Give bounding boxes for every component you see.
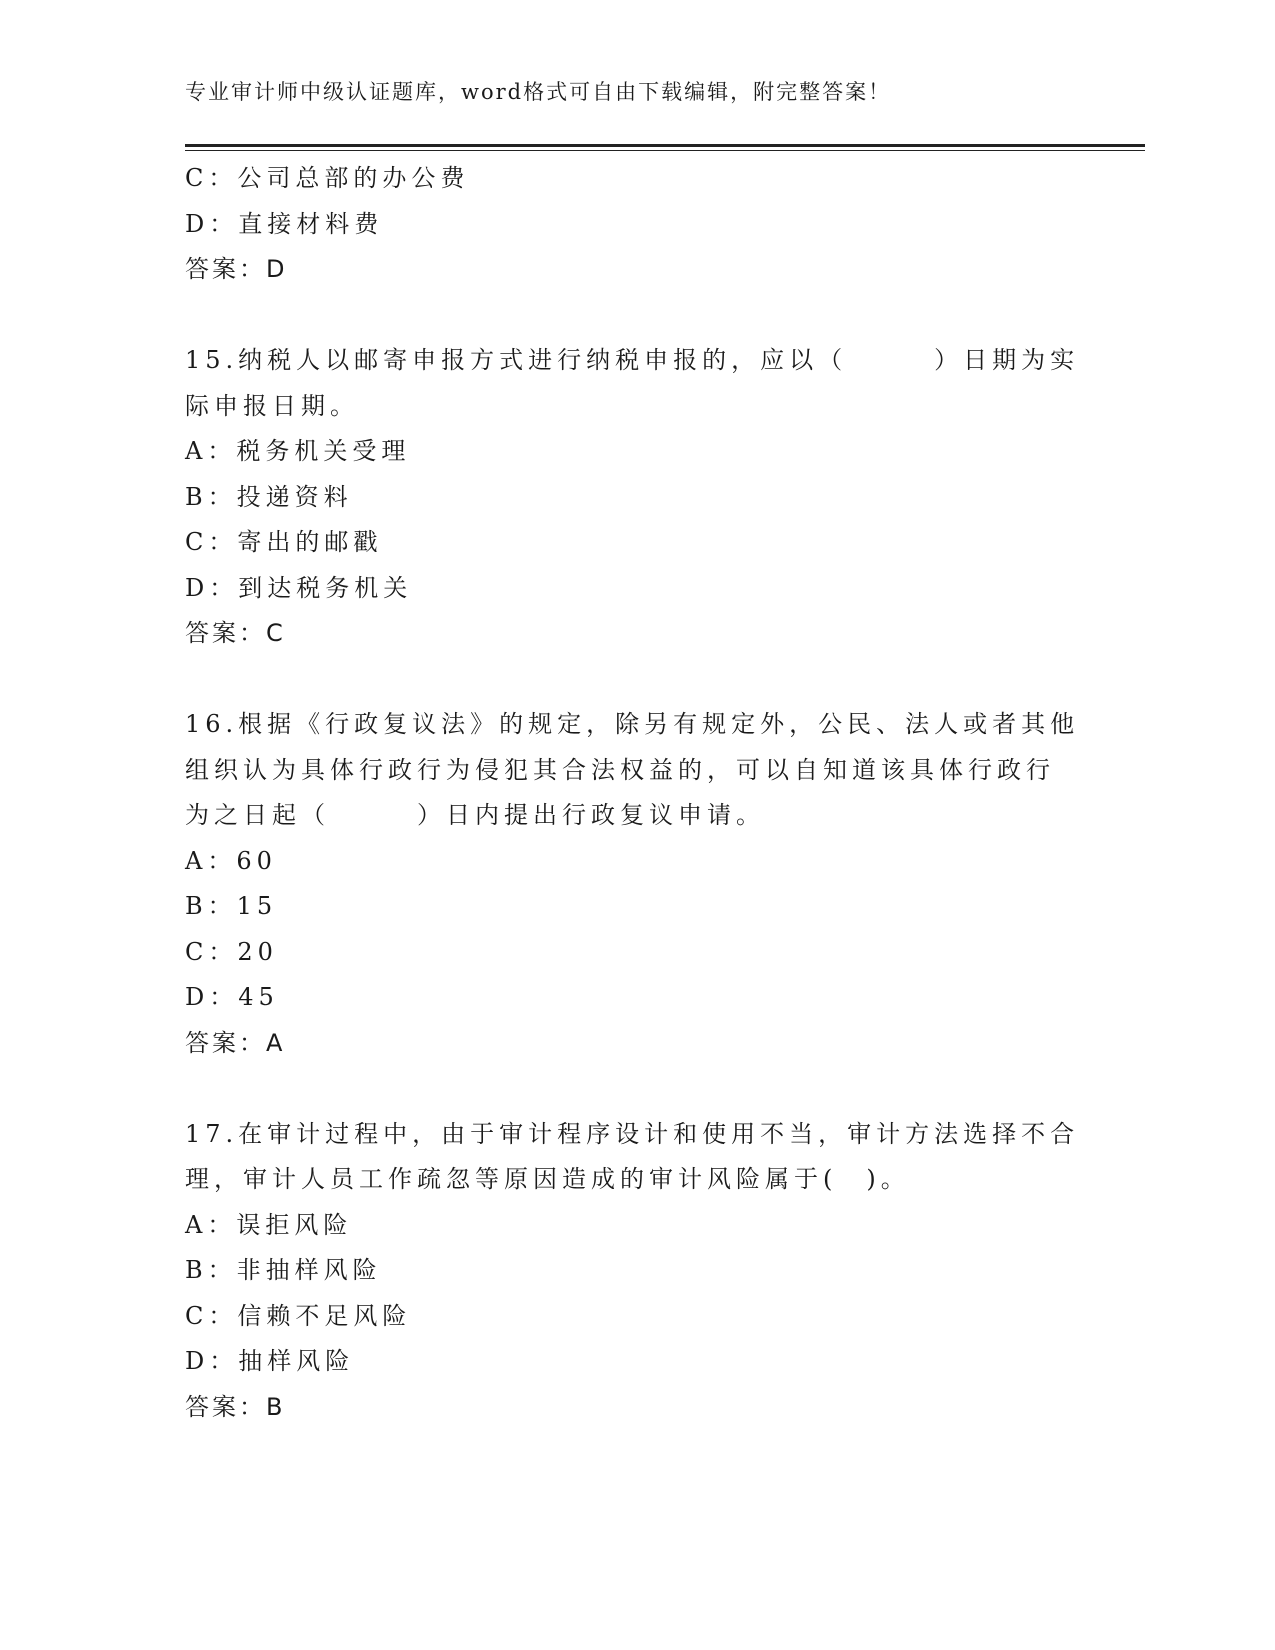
option-d: D：直接材料费 [185, 209, 384, 238]
option-d: D：45 [185, 983, 279, 1011]
option-c: C：信赖不足风险 [185, 1301, 412, 1330]
answer: 答案：D [185, 255, 288, 283]
header-rule [185, 144, 1145, 151]
question-14-tail [185, 156, 1065, 293]
option-a: A：误拒风险 [185, 1210, 353, 1239]
option-b: B：15 [185, 892, 278, 920]
question-text-line: 17.在审计过程中，由于审计程序设计和使用不当，审计方法选择不合 [185, 1119, 1080, 1148]
question-text-line: 际申报日期。 [185, 391, 359, 420]
spacer [185, 293, 1065, 339]
answer: 答案：A [185, 1028, 286, 1057]
question-text-line: 16.根据《行政复议法》的规定，除另有规定外，公民、法人或者其他 [185, 710, 1080, 738]
option-a: A：60 [185, 846, 277, 875]
option-c: C：公司总部的办公费 [185, 164, 470, 192]
option-d: D：抽样风险 [185, 1347, 355, 1375]
option-b: B：非抽样风险 [185, 1256, 382, 1284]
question-text-line: 15.纳税人以邮寄申报方式进行纳税申报的，应以（ ）日期为实 [185, 346, 1080, 374]
question-text-line: 为之日起（ ）日内提出行政复议申请。 [185, 801, 765, 829]
page-header: 专业审计师中级认证题库，word格式可自由下载编辑，附完整答案！ [185, 80, 892, 104]
option-a: A：税务机关受理 [185, 437, 411, 465]
option-c: C：20 [185, 937, 278, 966]
answer: 答案：C [185, 619, 286, 647]
question-16 [185, 702, 1080, 1066]
option-b: B：投递资料 [185, 482, 353, 511]
question-text-line: 组织认为具体行政行为侵犯其合法权益的，可以自知道该具体行政行 [185, 755, 1055, 784]
question-15 [185, 338, 1080, 657]
answer: 答案：B [185, 1392, 286, 1421]
question-17 [185, 1112, 1080, 1431]
spacer [185, 657, 1065, 703]
question-text-line: 理，审计人员工作疏忽等原因造成的审计风险属于( )。 [185, 1165, 910, 1193]
question-list [185, 156, 1080, 1430]
option-d: D：到达税务机关 [185, 573, 413, 602]
option-c: C：寄出的邮戳 [185, 528, 383, 556]
spacer [185, 1066, 1065, 1112]
